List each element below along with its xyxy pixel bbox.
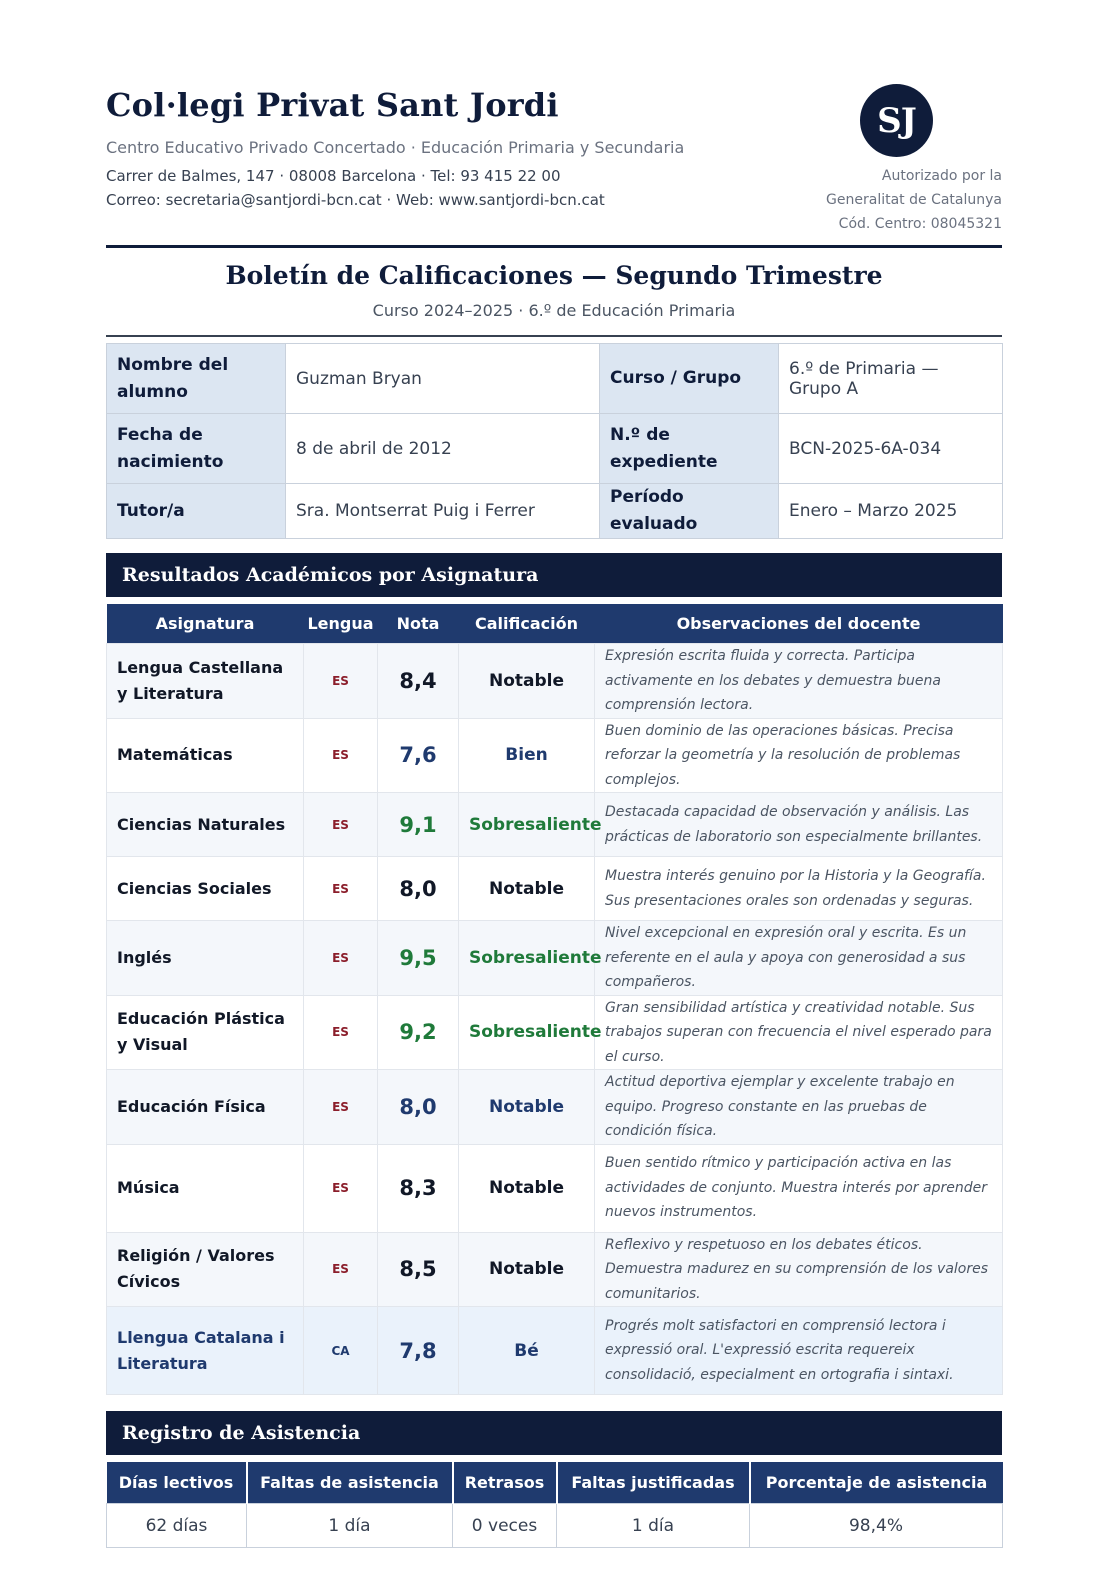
grade-value: 8,3 [378,1144,459,1232]
grade-row [107,857,1003,921]
period-label: Período evaluado [600,484,779,539]
tutor-label: Tutor/a [107,484,286,539]
grade-value: 9,1 [378,793,459,857]
school-days-value: 62 días [107,1504,247,1548]
school-logo: SJ [860,84,933,157]
grade-value: 8,0 [378,1070,459,1145]
subject-name: Educación Física [107,1070,304,1145]
language-code: ES [304,995,378,1070]
grade-value: 9,5 [378,921,459,996]
grade-row [107,1144,1003,1232]
teacher-observation: Progrés molt satisfactori en comprensió lectora i expressió oral. L'expressió escrita requereix consolidació, especialment en ortografia i sintaxi. [595,1307,1003,1395]
language-code: ES [304,793,378,857]
subject-name: Llengua Catalana i Literatura [107,1307,304,1395]
grade-row [107,1070,1003,1145]
column-header-observations: Observaciones del docente [595,604,1003,644]
language-code: ES [304,857,378,921]
subject-name: Lengua Castellana y Literatura [107,644,304,719]
teacher-observation: Muestra interés genuino por la Historia y la Geografía. Sus presentaciones orales son ordenadas y seguras. [595,857,1003,921]
column-header-attendance-percentage: Porcentaje de asistencia [750,1462,1003,1504]
column-header-subject: Asignatura [107,604,304,644]
qualification: Notable [459,857,595,921]
teacher-observation: Buen sentido rítmico y participación activa en las actividades de conjunto. Muestra interés por aprender nuevos instrumentos. [595,1144,1003,1232]
grade-row [107,1307,1003,1395]
teacher-observation: Reflexivo y respetuoso en los debates éticos. Demuestra madurez en su comprensión de los valores comunitarios. [595,1232,1003,1307]
grade-row [107,718,1003,793]
column-header-delays: Retrasos [453,1462,557,1504]
language-code: ES [304,1070,378,1145]
grade-value: 8,4 [378,644,459,719]
teacher-observation: Nivel excepcional en expresión oral y escrita. Es un referente en el aula y apoya con generosidad a sus compañeros. [595,921,1003,996]
column-header-language: Lengua [304,604,378,644]
period-value: Enero – Marzo 2025 [779,484,1003,539]
grades-table [106,604,1003,1395]
language-code: ES [304,718,378,793]
subject-name: Ciencias Sociales [107,857,304,921]
grade-value: 7,8 [378,1307,459,1395]
subject-name: Religión / Valores Cívicos [107,1232,304,1307]
qualification: Sobresaliente [459,921,595,996]
birth-date-label: Fecha de nacimiento [107,414,286,484]
qualification: Sobresaliente [459,793,595,857]
grade-value: 8,5 [378,1232,459,1307]
language-code: CA [304,1307,378,1395]
group-label: Curso / Grupo [600,344,779,414]
teacher-observation: Actitud deportiva ejemplar y excelente trabajo en equipo. Progreso constante en las pruebas de condición física. [595,1070,1003,1145]
school-header [106,0,1002,248]
grade-value: 7,6 [378,718,459,793]
grade-value: 8,0 [378,857,459,921]
qualification: Notable [459,1232,595,1307]
teacher-observation: Buen dominio de las operaciones básicas. Precisa reforzar la geometría y la resolución de problemas complejos. [595,718,1003,793]
column-header-qualification: Calificación [459,604,595,644]
subject-name: Matemáticas [107,718,304,793]
language-code: ES [304,644,378,719]
language-code: ES [304,1232,378,1307]
school-contact: Correo: secretaria@santjordi-bcn.cat · Web: www.santjordi-bcn.cat [106,191,605,209]
file-number-label: N.º de expediente [600,414,779,484]
column-header-grade: Nota [378,604,459,644]
tutor-name: Sra. Montserrat Puig i Ferrer [286,484,600,539]
school-subtitle: Centro Educativo Privado Concertado · Educación Primaria y Secundaria [106,138,685,157]
school-name: Col·legi Privat Sant Jordi [106,86,559,124]
authorization-note [826,164,1002,236]
report-subtitle: Curso 2024–2025 · 6.º de Educación Primaria [372,301,736,320]
grade-row [107,1232,1003,1307]
attendance-table [106,1462,1003,1548]
center-code: Cód. Centro: 08045321 [838,216,1002,232]
student-info-table [106,343,1003,539]
authorization-line: Autorizado por la [881,168,1002,184]
teacher-observation: Gran sensibilidad artística y creatividad notable. Sus trabajos superan con frecuencia el nivel esperado para el curso. [595,995,1003,1070]
qualification: Bé [459,1307,595,1395]
language-code: ES [304,1144,378,1232]
delays-value: 0 veces [453,1504,557,1548]
grades-section-title: Resultados Académicos por Asignatura [106,553,1002,597]
attendance-percentage-value: 98,4% [750,1504,1003,1548]
column-header-absences: Faltas de asistencia [247,1462,453,1504]
grade-row [107,995,1003,1070]
subject-name: Educación Plástica y Visual [107,995,304,1070]
grade-value: 9,2 [378,995,459,1070]
student-name-label: Nombre del alumno [107,344,286,414]
teacher-observation: Destacada capacidad de observación y análisis. Las prácticas de laboratorio son especialmente brillantes. [595,793,1003,857]
report-title-block [106,248,1002,337]
file-number: BCN-2025-6A-034 [779,414,1003,484]
birth-date: 8 de abril de 2012 [286,414,600,484]
attendance-section-title: Registro de Asistencia [106,1411,1002,1455]
column-header-school-days: Días lectivos [107,1462,247,1504]
qualification: Notable [459,1070,595,1145]
authorization-line: Generalitat de Catalunya [826,192,1002,208]
grade-row [107,793,1003,857]
qualification: Notable [459,1144,595,1232]
language-code: ES [304,921,378,996]
grade-row [107,921,1003,996]
qualification: Notable [459,644,595,719]
teacher-observation: Expresión escrita fluida y correcta. Participa activamente en los debates y demuestra buena comprensión lectora. [595,644,1003,719]
justified-absences-value: 1 día [557,1504,750,1548]
student-name: Guzman Bryan [286,344,600,414]
qualification: Sobresaliente [459,995,595,1070]
grade-row [107,644,1003,719]
group-value: 6.º de Primaria — Grupo A [779,344,1003,414]
absences-value: 1 día [247,1504,453,1548]
qualification: Bien [459,718,595,793]
column-header-justified-absences: Faltas justificadas [557,1462,750,1504]
report-title: Boletín de Calificaciones — Segundo Trimestre [225,261,883,290]
school-address: Carrer de Balmes, 147 · 08008 Barcelona · Tel: 93 415 22 00 [106,167,561,185]
report-card-page [106,0,1002,1548]
subject-name: Ciencias Naturales [107,793,304,857]
subject-name: Música [107,1144,304,1232]
subject-name: Inglés [107,921,304,996]
